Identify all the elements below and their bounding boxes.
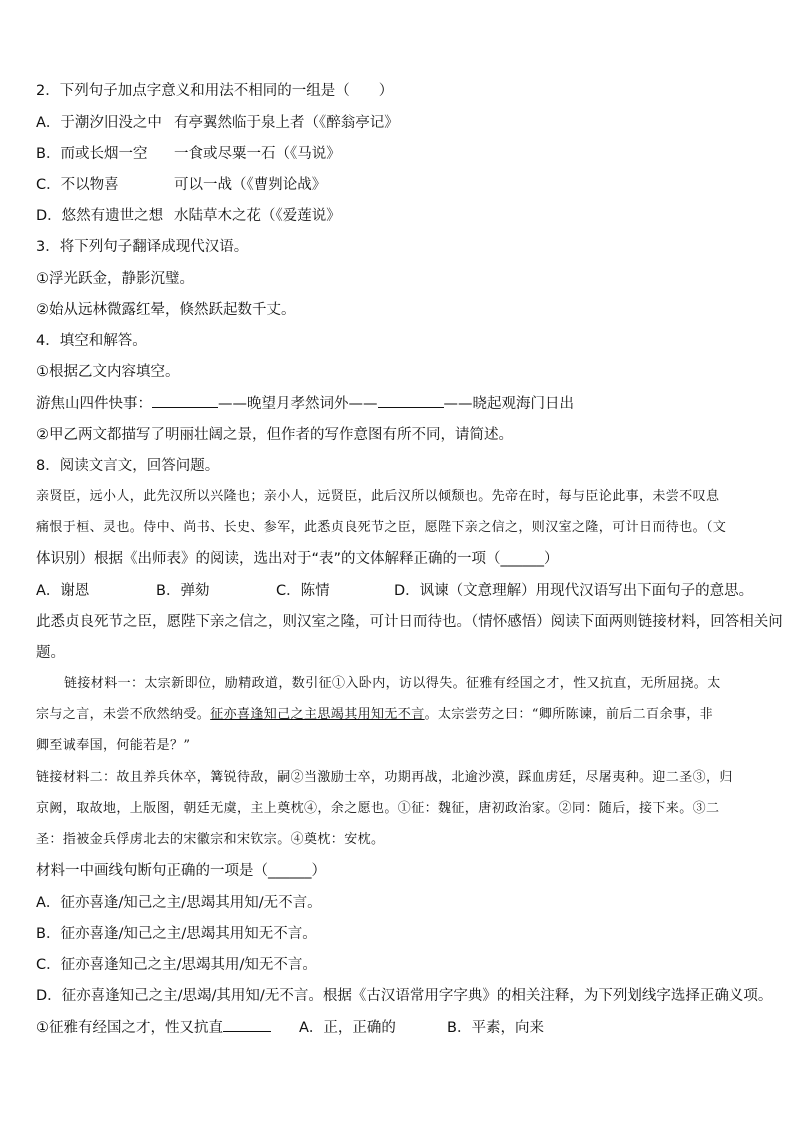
option-text: 可以一战（《曹刿论战》 — [174, 177, 327, 193]
fill-prefix: 游焦山四件快事： — [36, 396, 152, 412]
choice-b: B．征亦喜逢/知己之主/思竭其用知无不言。 — [36, 926, 317, 942]
translate-line-1: 此悉贞良死节之臣，愿陛下亲之信之，则汉室之隆，可计日而待也。（情怀感悟）阅读下面两则链接材料，回答相关问 — [36, 614, 783, 630]
fill-blank-1[interactable] — [152, 393, 218, 408]
material-1-line-1: 链接材料一：太宗新即位，励精政道，数引征①入卧内，访以得失。征雅有经国之才，性又抗直，无所屈挠。太 — [64, 676, 721, 691]
option-label: D．悠然有遗世之想 — [36, 208, 164, 224]
material-2-line-1: 链接材料二：故且养兵休卒，篝锐待敌，嗣②当激励士卒，功期再战，北逾沙漠，踩血虏廷，尽屠夷种。迎二圣③，归 — [36, 770, 733, 785]
passage-line-1: 亲贤臣，远小人，此先汉所以兴隆也；亲小人，远贤臣，此后汉所以倾颓也。先帝在时，每与臣论此事，未尝不叹息 — [36, 489, 720, 504]
option-c: C．陈情 — [276, 583, 330, 599]
q2-option-d — [36, 206, 758, 226]
sense-b: B．平素，向来 — [447, 1020, 544, 1036]
option-text: 水陆草木之花（《爱莲说》 — [174, 208, 341, 224]
translate-line-2: 题。 — [36, 645, 65, 661]
option-text: 一食或尽粟一石（《马说》 — [174, 146, 341, 162]
fill-end: ——晓起观海门日出 — [443, 396, 574, 412]
material-1-text: 宗与之言，未尝不欣然纳受。 — [36, 707, 211, 722]
option-a: A．谢恩 — [36, 583, 90, 599]
material-1-line-3: 卿至诚奉国，何能若是？” — [36, 738, 191, 753]
q4-sub1: ①根据乙文内容填空。 — [36, 364, 180, 380]
q3-stem: 3．将下列句子翻译成现代汉语。 — [36, 239, 249, 255]
q3-item-2: ②始从远林微露红晕，倏然跃起数千丈。 — [36, 302, 296, 318]
choice-a: A．征亦喜逢/知己之主/思竭其用知/无不言。 — [36, 895, 322, 911]
last-sentence: ①征雅有经国之才，性又抗直 — [36, 1020, 223, 1036]
q8-ask: 材料一中画线句断句正确的一项是（______） — [36, 863, 326, 879]
q4-fill-line — [36, 393, 758, 414]
option-label: C．不以物喜 — [36, 177, 119, 193]
material-1-text: 。太宗尝劳之曰：“卿所陈谏，前后二百余事，非 — [424, 707, 714, 722]
q4-sub2: ②甲乙两文都描写了明丽壮阔之景，但作者的写作意图有所不同，请简述。 — [36, 427, 513, 443]
q2-option-a — [36, 113, 758, 133]
material-2-line-2: 京阙，取故地，上版图，朝廷无虞，主上奠枕④，余之愿也。①征：魏征，唐初政治家。②同：随后，接下来。③二 — [36, 801, 720, 816]
sense-a: A．正，正确的 — [299, 1020, 396, 1036]
option-text: 有亭翼然临于泉上者（《醉翁亭记》 — [174, 115, 399, 131]
q8-options — [36, 581, 758, 601]
q8-stem: 8．阅读文言文，回答问题。 — [36, 458, 220, 474]
q3-item-1: ①浮光跃金，静影沉璧。 — [36, 271, 194, 287]
choice-d: D．征亦喜逢知己之主/思竭/其用知/无不言。根据《古汉语常用字字典》的相关注释，为下列划线字选择正确义项。 — [36, 988, 773, 1004]
q2-option-b — [36, 144, 758, 164]
fill-mid: ——晚望月孝然词外—— — [218, 396, 378, 412]
choice-c: C．征亦喜逢知己之主/思竭其用/知无不言。 — [36, 957, 317, 973]
option-b: B．弹劾 — [156, 583, 210, 599]
material-1-line-2 — [36, 705, 758, 725]
option-d: D．讽谏（文意理解）用现代汉语写出下面句子的意思。 — [394, 583, 754, 599]
material-2-line-3: 圣：指被金兵俘虏北去的宋徽宗和宋钦宗。④奠枕：安枕。 — [36, 832, 385, 847]
q2-option-c — [36, 175, 758, 195]
passage-line-3: 体识别）根据《出师表》的阅读，选出对于“表”的文体解释正确的一项（______） — [36, 551, 559, 567]
passage-line-2: 痛恨于桓、灵也。侍中、尚书、长史、参军，此悉贞良死节之臣，愿陛下亲之信之，则汉室之隆，可计日而待也。（文 — [36, 520, 727, 535]
option-label: A．于潮汐旧没之中 — [36, 115, 162, 131]
underlined-sentence: 征亦喜逢知己之主思竭其用知无不言 — [210, 707, 425, 722]
fill-blank-2[interactable] — [378, 393, 444, 408]
option-label: B．而或长烟一空 — [36, 146, 148, 162]
q2-stem: 2．下列句子加点字意义和用法不相同的一组是（ ） — [36, 83, 394, 99]
answer-blank[interactable] — [223, 1017, 271, 1032]
last-line — [36, 1017, 758, 1038]
q4-stem: 4．填空和解答。 — [36, 333, 147, 349]
